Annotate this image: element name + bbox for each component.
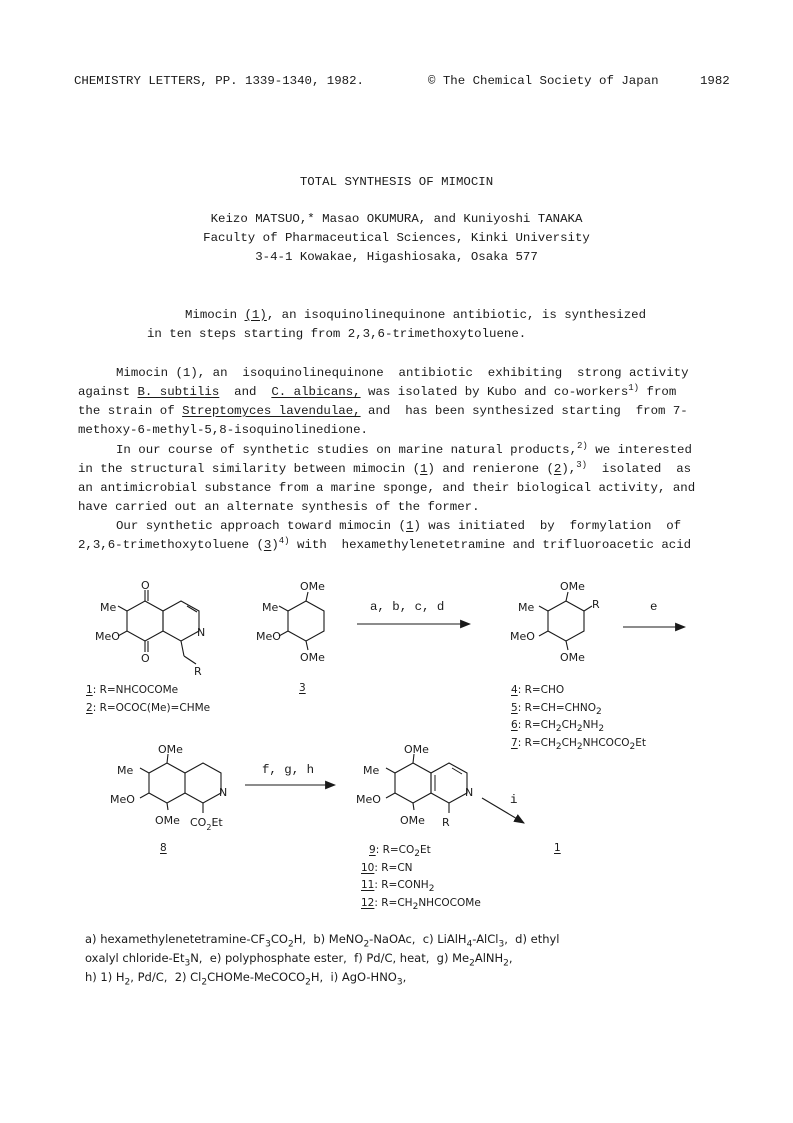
atom-label: N [219, 786, 228, 799]
body-line: an antimicrobial substance from a marine sponge, and their biological activity, and [78, 481, 696, 495]
atom-label: OMe [560, 651, 585, 664]
compound-label-8: 8 [160, 842, 167, 854]
atom-label: R [592, 598, 600, 611]
body-line: Mimocin (1), an isoquinolinequinone antibiotic exhibiting strong activity [116, 366, 689, 380]
atom-label: OMe [158, 743, 183, 756]
body-line: methoxy-6-methyl-5,8-isoquinolinedione. [78, 423, 368, 437]
reagents-line-2: oxalyl chloride-$Et_3N$, e) polyphosphate ester, f) Pd/C, heat, g) $Me_2AlNH_2$, [85, 951, 513, 969]
list-item: 7: $R=CH_2CH_2NHCOCO_2Et$ [511, 736, 647, 752]
abstract-line-2: in ten steps starting from 2,3,6-trimethoxytoluene. [147, 327, 527, 341]
arrow-reagent-label: e [650, 600, 658, 614]
header-year: 1982 [700, 74, 730, 88]
atom-label: R [442, 816, 450, 829]
atom-label: MeO [356, 793, 381, 806]
structure-compound-3 [256, 580, 325, 664]
atom-label: O [141, 652, 150, 665]
structure-compound-4-7 [510, 580, 600, 664]
atom-label: Me [262, 601, 279, 614]
atom-label: R [194, 665, 202, 678]
body-line: in the structural similarity between mimocin (1) and renierone (2),$^{3)}$ isolated as [78, 459, 692, 476]
copyright-notice: © The Chemical Society of Japan [428, 74, 659, 88]
paper-title: TOTAL SYNTHESIS OF MIMOCIN [299, 175, 494, 189]
list-item: 1: R=NHCOCOMe [86, 684, 179, 696]
atom-label: OMe [404, 743, 429, 756]
structure-compound-8 [110, 743, 227, 832]
body-line: against B. subtilis and C. albicans, was isolated by Kubo and co-workers$^{1)}$ from [78, 382, 677, 399]
list-item: 10: R=CN [361, 861, 413, 874]
atom-label: N [465, 786, 474, 799]
body-line: have carried out an alternate synthesis of the former. [78, 500, 480, 514]
atom-label: MeO [110, 793, 135, 806]
body-line: Our synthetic approach toward mimocin (1) was initiated by formylation of [116, 519, 682, 533]
atom-label: OMe [155, 814, 180, 827]
atom-label: OMe [560, 580, 585, 593]
list-item: 4: R=CHO [511, 684, 565, 696]
journal-citation: CHEMISTRY LETTERS, PP. 1339-1340, 1982. [74, 74, 364, 88]
abstract-line-1: Mimocin (1), an isoquinolinequinone antibiotic, is synthesized [185, 308, 647, 322]
compound-list-9-12 [361, 842, 481, 912]
reagents-line-3: h) 1) $H_2$, Pd/C, 2) $Cl_2CHOMe-MeCOCO_2H$, i) AgO-$HNO_3$, [85, 970, 407, 988]
list-item: 9: $R=CO_2Et$ [369, 844, 431, 860]
arrow-reagent-label: f, g, h [262, 763, 315, 777]
atom-label: MeO [510, 630, 535, 643]
list-item: 11: $R=CONH_2$ [361, 879, 435, 895]
structure-compound-9-12 [356, 743, 473, 829]
compound-label-1: 1 [554, 842, 561, 854]
atom-label: O [141, 579, 150, 592]
affiliation: Faculty of Pharmaceutical Sciences, Kinki University [203, 231, 590, 245]
atom-label: N [197, 626, 206, 639]
body-line: In our course of synthetic studies on marine natural products,$^{2)}$ we interested [116, 440, 692, 457]
arrow-reagent-label: i [510, 793, 518, 807]
reaction-arrow [482, 798, 524, 823]
atom-label: Me [100, 601, 117, 614]
compound-label-3: 3 [299, 682, 306, 694]
compound-list-1-2 [86, 682, 210, 717]
atom-label: MeO [95, 630, 120, 643]
reagents-line-1: a) hexamethylenetetramine-$CF_3CO_2H$, b) MeNO$_2$-NaOAc, c) LiAlH$_4$-AlCl$_3$, d) ethyl [85, 932, 560, 950]
author-list: Keizo MATSUO,* Masao OKUMURA, and Kuniyoshi TANAKA [210, 212, 583, 226]
list-item: 12: $R=CH_2NHCOCOMe$ [361, 896, 481, 912]
atom-label: OMe [400, 814, 425, 827]
atom-label: OMe [300, 651, 325, 664]
structure-compound-1 [95, 579, 205, 678]
body-line: 2,3,6-trimethoxytoluene $(3)^{4)}$ with hexamethylenetetramine and trifluoroacetic acid [78, 535, 692, 552]
atom-label: $CO_2Et$ [190, 816, 223, 832]
list-item: 2: R=OCOC(Me)=CHMe [86, 701, 211, 714]
atom-label: OMe [300, 580, 325, 593]
compound-list-4-7 [511, 682, 646, 752]
list-item: 6: $R=CH_2CH_2NH_2$ [511, 719, 605, 735]
atom-label: Me [117, 764, 134, 777]
body-line: the strain of Streptomyces lavendulae, and has been synthesized starting from 7- [78, 404, 688, 418]
atom-label: MeO [256, 630, 281, 643]
arrow-reagent-label: a, b, c, d [370, 600, 445, 614]
atom-label: Me [363, 764, 380, 777]
list-item: 5: $R=CH=CHNO_2$ [511, 701, 602, 717]
address: 3-4-1 Kowakae, Higashiosaka, Osaka 577 [255, 250, 538, 264]
atom-label: Me [518, 601, 535, 614]
